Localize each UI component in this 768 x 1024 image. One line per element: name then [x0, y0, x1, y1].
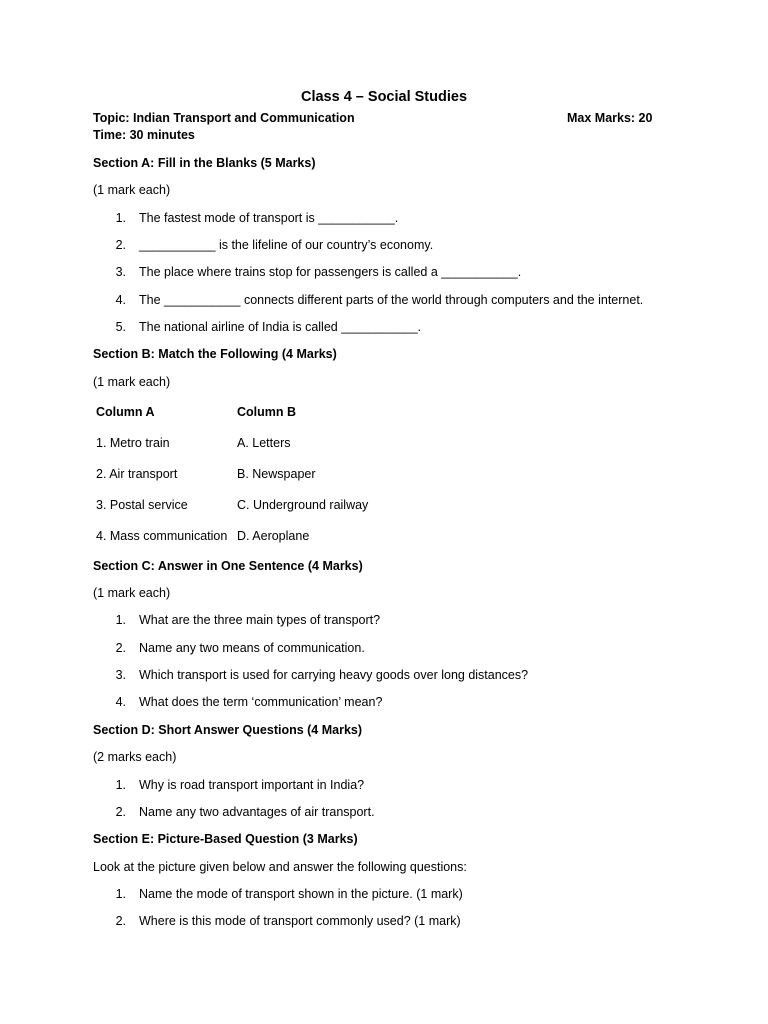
section-c-marks-note: (1 mark each) [93, 586, 171, 600]
match-col-b-item: A. Letters [237, 436, 291, 450]
column-b-header: Column B [237, 405, 297, 419]
list-item: 4. The ___________ connects different parts of the world through computers and the internet. [115, 293, 644, 307]
section-a-marks-note: (1 mark each) [93, 183, 171, 197]
list-item: 5. The national airline of India is called ___________. [115, 320, 422, 334]
section-e-heading: Section E: Picture-Based Question (3 Marks) [93, 832, 358, 846]
list-item: 4. What does the term ‘communication’ mean? [115, 695, 383, 709]
match-col-a-item: 2. Air transport [96, 467, 178, 481]
list-item: 1. The fastest mode of transport is ___________. [115, 211, 399, 225]
list-item: 2. Name any two advantages of air transport. [115, 805, 375, 819]
list-item: 1. Why is road transport important in India? [115, 778, 365, 792]
section-b-marks-note: (1 mark each) [93, 375, 171, 389]
list-item: 3. Which transport is used for carrying heavy goods over long distances? [115, 668, 529, 682]
time-line: Time: 30 minutes [93, 128, 195, 142]
list-item: 2. Where is this mode of transport commonly used? (1 mark) [115, 914, 461, 928]
max-marks: Max Marks: 20 [567, 111, 653, 125]
list-item: 1. What are the three main types of transport? [115, 613, 381, 627]
match-col-a-item: 1. Metro train [96, 436, 170, 450]
list-item: 3. The place where trains stop for passengers is called a ___________. [115, 265, 522, 279]
match-col-b-item: D. Aeroplane [237, 529, 310, 543]
match-col-a-item: 3. Postal service [96, 498, 188, 512]
section-d-heading: Section D: Short Answer Questions (4 Marks) [93, 723, 363, 737]
match-col-b-item: B. Newspaper [237, 467, 316, 481]
topic-line: Topic: Indian Transport and Communication [93, 111, 355, 125]
section-e-instruction: Look at the picture given below and answer the following questions: [93, 860, 467, 874]
section-b-heading: Section B: Match the Following (4 Marks) [93, 347, 337, 361]
page-title: Class 4 – Social Studies [300, 89, 468, 105]
list-item: 2. Name any two means of communication. [115, 641, 365, 655]
section-c-heading: Section C: Answer in One Sentence (4 Marks) [93, 559, 363, 573]
section-d-marks-note: (2 marks each) [93, 750, 177, 764]
list-item: 1. Name the mode of transport shown in the picture. (1 mark) [115, 887, 463, 901]
match-col-b-item: C. Underground railway [237, 498, 369, 512]
match-col-a-item: 4. Mass communication [96, 529, 228, 543]
list-item: 2. ___________ is the lifeline of our country’s economy. [115, 238, 434, 252]
section-a-heading: Section A: Fill in the Blanks (5 Marks) [93, 156, 316, 170]
column-a-header: Column A [96, 405, 155, 419]
